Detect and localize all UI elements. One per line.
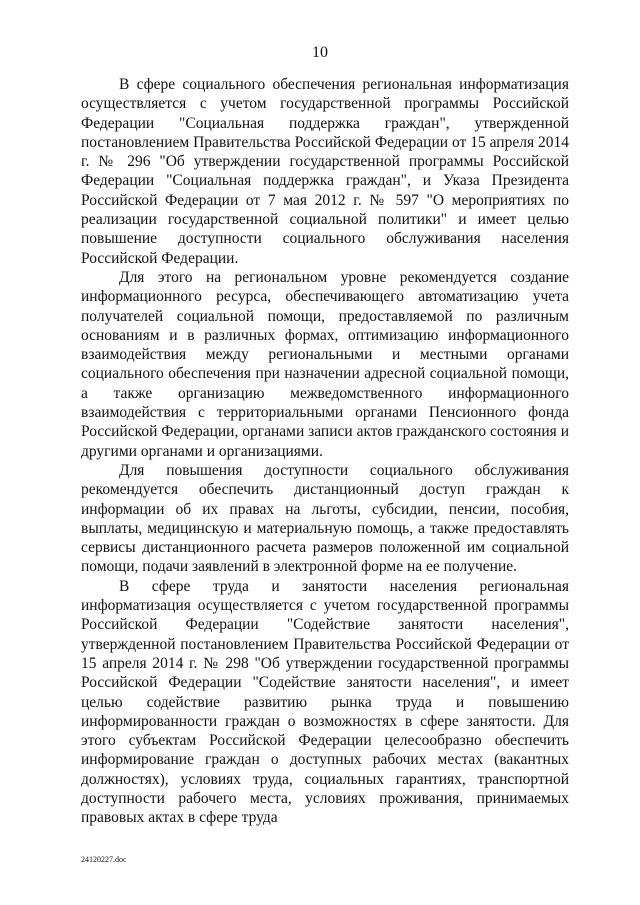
document-body <box>81 75 569 828</box>
page-number: 10 <box>312 44 328 61</box>
paragraph-regional-resource: Для этого на региональном уровне рекомендуется создание информационного ресурса, обеспечивающего автоматизацию учета получателей социальной помощи, предоставляемой по различным основаниям и в различных формах, оптимизацию информационного взаимодействия между региональными и местными органами социального обеспечения при назначении адресной социальной помощи, а также организацию межведомственного информационного взаимодействия с территориальными органами Пенсионного фонда Российской Федерации, органами записи актов гражданского состояния и другими органами и организациями. <box>81 268 569 460</box>
paragraph-labor-employment: В сфере труда и занятости населения региональная информатизация осуществляется с учетом государственной программы Российской Федерации "Содействие занятости населения", утвержденной постановлением Правительства Российской Федерации от 15 апреля 2014 г. № 298 "Об утверждении государственной программы Российской Федерации "Содействие занятости населения", и имеет целью содействие развитию рынка труда и повышению информированности граждан о возможностях в сфере занятости. Для этого субъектам Российской Федерации целесообразно обеспечить информирование граждан о доступных рабочих местах (вакантных должностях), условиях труда, социальных гарантиях, транспортной доступности рабочего места, условиях проживания, принимаемых правовых актах в сфере труда <box>81 577 569 827</box>
paragraph-social-security: В сфере социального обеспечения региональная информатизация осуществляется с учетом государственной программы Российской Федерации "Социальная поддержка граждан", утвержденной постановлением Правительства Российской Федерации от 15 апреля 2014 г. № 296 "Об утверждении государственной программы Российской Федерации "Социальная поддержка граждан", и Указа Президента Российской Федерации от 7 мая 2012 г. № 597 "О мероприятиях по реализации государственной социальной политики" и имеет целью повышение доступности социального обслуживания населения Российской Федерации. <box>81 76 569 267</box>
footer-filename: 24120227.doc <box>81 855 127 864</box>
paragraph-social-access: Для повышения доступности социального обслуживания рекомендуется обеспечить дистанционный доступ граждан к информации об их правах на льготы, субсидии, пенсии, пособия, выплаты, медицинскую и материальную помощь, а также предоставлять сервисы дистанционного расчета размеров положенной им социальной помощи, подачи заявлений в электронной форме на ее получение. <box>81 461 569 576</box>
